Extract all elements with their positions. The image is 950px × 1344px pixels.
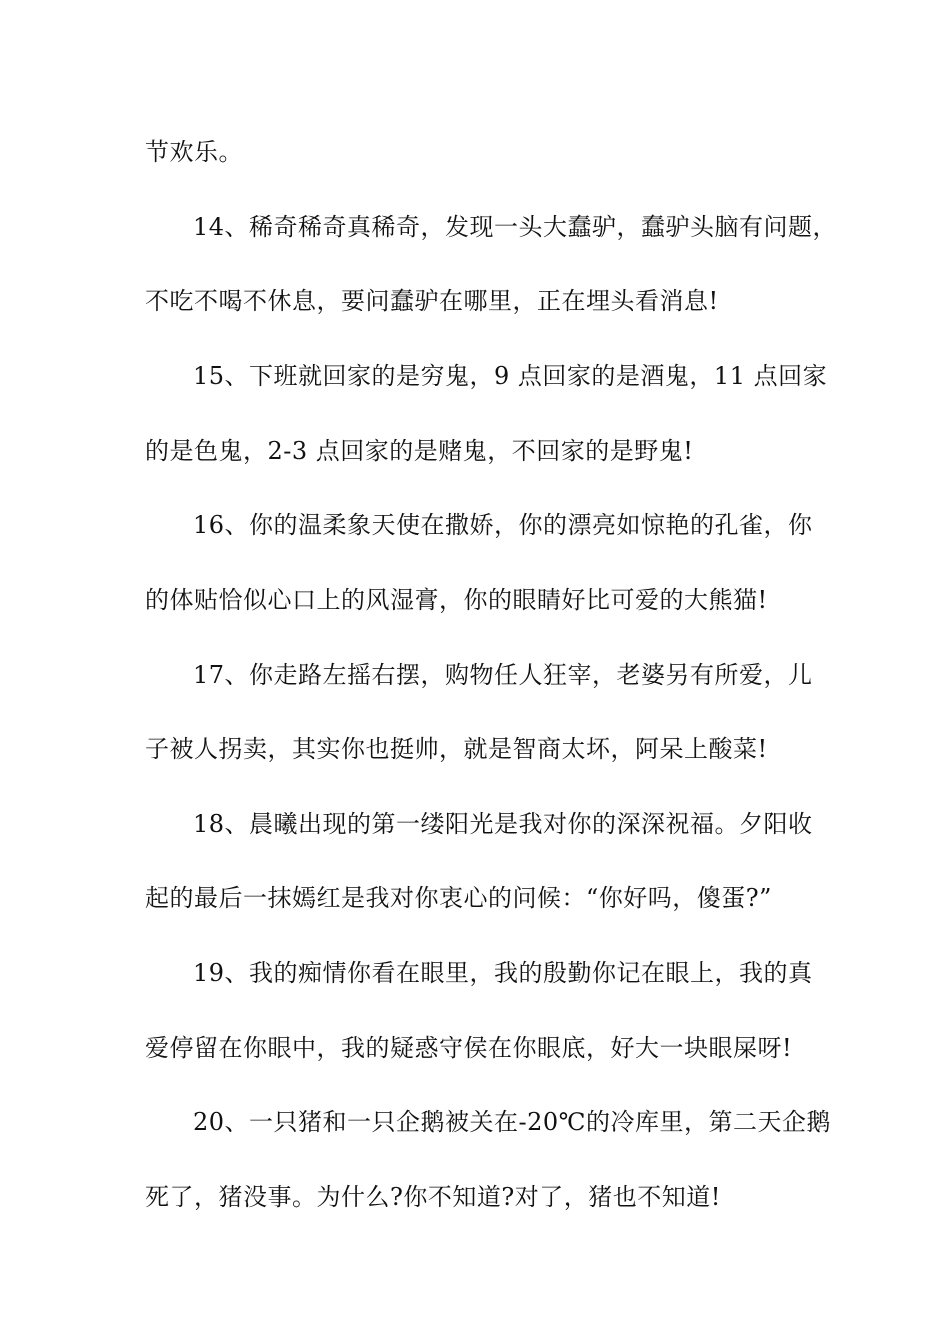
paragraph-line: 17、你走路左摇右摆，购物任人狂宰，老婆另有所爱，儿 (193, 661, 813, 689)
paragraph-line: 16、你的温柔象天使在撒娇，你的漂亮如惊艳的孔雀，你 (193, 511, 813, 539)
paragraph-line: 起的最后一抹嫣红是我对你衷心的问候：“你好吗，傻蛋?” (145, 884, 772, 912)
paragraph-line: 19、我的痴情你看在眼里，我的殷勤你记在眼上，我的真 (193, 959, 813, 987)
paragraph-line: 子被人拐卖，其实你也挺帅，就是智商太坏，阿呆上酸菜! (145, 735, 768, 763)
paragraph-line: 14、稀奇稀奇真稀奇，发现一头大蠢驴，蠢驴头脑有问题， (193, 213, 838, 241)
paragraph-line: 20、一只猪和一只企鹅被关在-20℃的冷库里，第二天企鹅 (193, 1108, 832, 1136)
paragraph-line: 的是色鬼，2-3 点回家的是赌鬼，不回家的是野鬼! (145, 437, 694, 465)
paragraph-line: 节欢乐。 (145, 138, 243, 166)
paragraph-line: 不吃不喝不休息，要问蠢驴在哪里，正在埋头看消息! (145, 287, 719, 315)
paragraph-line: 爱停留在你眼中，我的疑惑守侯在你眼底，好大一块眼屎呀! (145, 1034, 793, 1062)
paragraph-line: 的体贴恰似心口上的风湿膏，你的眼睛好比可爱的大熊猫! (145, 586, 768, 614)
paragraph-line: 15、下班就回家的是穷鬼，9 点回家的是酒鬼，11 点回家 (193, 362, 828, 390)
paragraph-line: 18、晨曦出现的第一缕阳光是我对你的深深祝福。夕阳收 (193, 810, 813, 838)
paragraph-line: 死了，猪没事。为什么?你不知道?对了，猪也不知道! (145, 1183, 721, 1211)
